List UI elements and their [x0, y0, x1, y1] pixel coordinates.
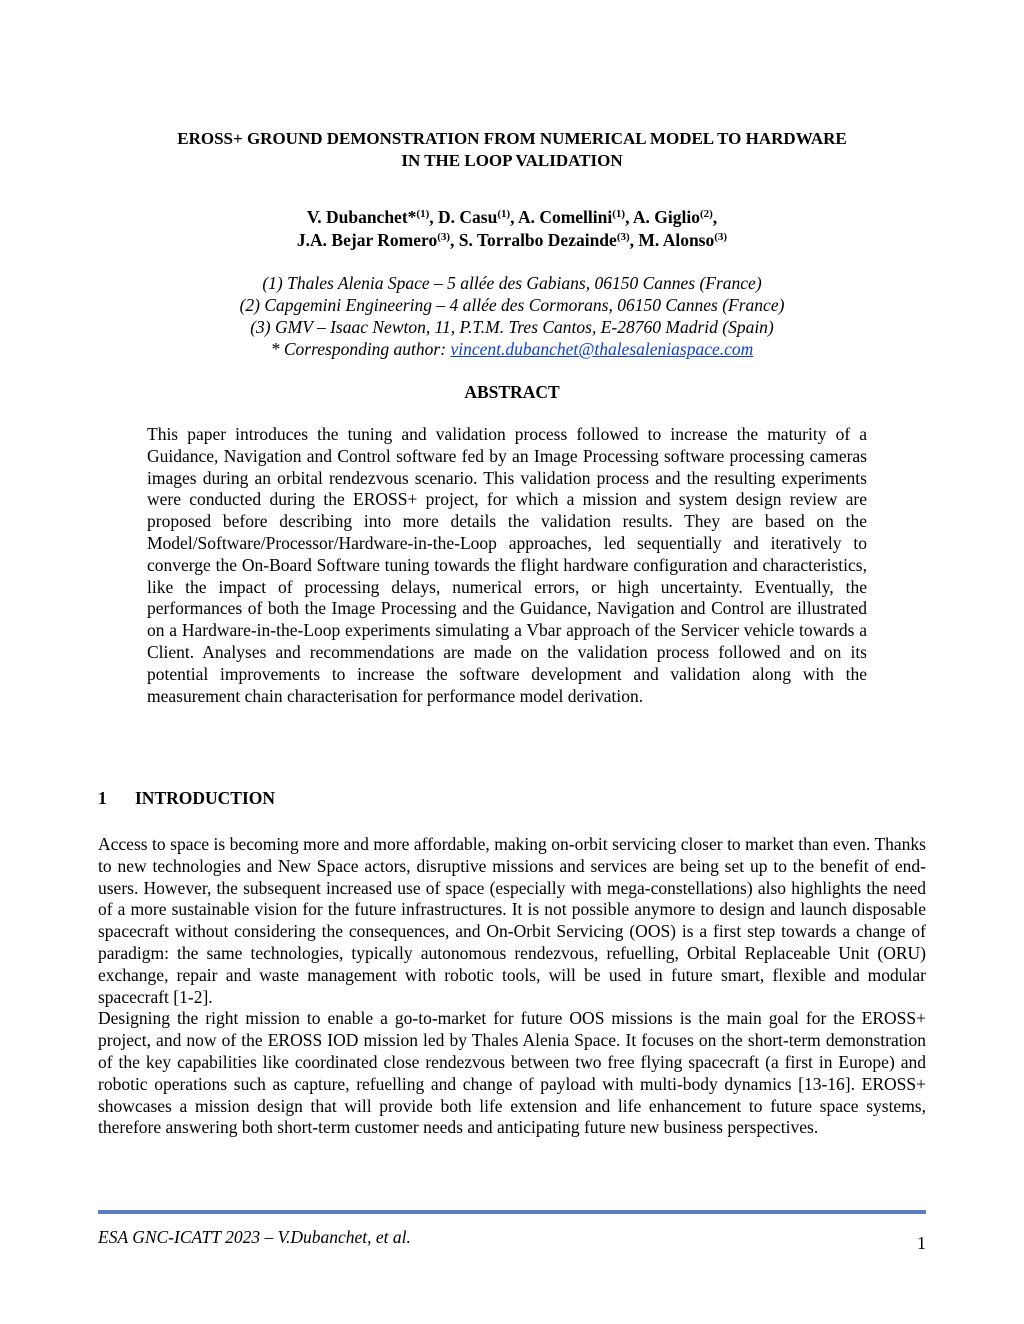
author-list — [98, 206, 926, 252]
title-line-2: IN THE LOOP VALIDATION — [401, 151, 623, 170]
author-name: S. Torralbo Dezainde — [458, 230, 617, 250]
footer-rule — [98, 1210, 926, 1214]
author-affil-mark: (2) — [699, 208, 713, 220]
author-separator: , — [625, 207, 633, 227]
author-separator: , — [429, 207, 438, 227]
body-paragraph: Access to space is becoming more and more affordable, making on-orbit servicing closer to market than even. Thanks to new technologies and New Space actors, disruptive missions and services are being set up to the benefit of end-users. However, the subsequent increased use of space (especially with mega-constellations) also highlights the need of a more sustainable vision for the future infrastructures. It is not possible anymore to design and launch disposable spacecraft without considering the consequences, and On-Orbit Servicing (OOS) is a first step towards a change of paradigm: the same technologies, typically autonomous rendezvous, refuelling, Orbital Replaceable Unit (ORU) exchange, repair and waste management with robotic tools, will be used in future smart, flexible and modular spacecraft [1-2]. — [98, 834, 926, 1007]
author-name: M. Alonso — [638, 230, 715, 250]
author-separator: , — [450, 230, 459, 250]
section-number: 1 — [98, 788, 107, 808]
author-affil-mark: (1) — [416, 208, 430, 220]
author-affil-mark: (1) — [612, 208, 626, 220]
section-title: INTRODUCTION — [135, 788, 276, 808]
corresponding-label: * Corresponding author: — [270, 339, 451, 359]
author-name: D. Casu — [437, 207, 498, 227]
author-name: A. Comellini — [517, 207, 613, 227]
section-heading — [98, 788, 275, 809]
author-affil-mark: (3) — [616, 231, 630, 243]
author-affil-mark: (3) — [437, 231, 451, 243]
author-name: V. Dubanchet* — [306, 207, 417, 227]
author-name: A. Giglio — [632, 207, 700, 227]
author-separator: , — [510, 207, 518, 227]
author-separator: , — [629, 230, 639, 250]
corresponding-email-link[interactable]: vincent.dubanchet@thalesaleniaspace.com — [450, 339, 754, 359]
paper-title — [98, 128, 926, 172]
author-affil-mark: (1) — [497, 208, 511, 220]
author-affil-mark: (3) — [714, 231, 728, 243]
page-number: 1 — [917, 1233, 926, 1253]
introduction-body — [98, 834, 926, 1139]
author-name: J.A. Bejar Romero — [296, 230, 438, 250]
affiliation-3: (3) GMV – Isaac Newton, 11, P.T.M. Tres Cantos, E-28760 Madrid (Spain) — [250, 317, 774, 337]
abstract-heading: ABSTRACT — [464, 382, 560, 402]
affiliation-list — [98, 272, 926, 360]
body-paragraph: Designing the right mission to enable a go-to-market for future OOS missions is the main goal for the EROSS+ project, and now of the EROSS IOD mission led by Thales Alenia Space. It focuses on the short-term demonstration of the key capabilities like coordinated close rendezvous between two free flying spacecraft (a first in Europe) and robotic operations such as capture, refuelling and change of payload with multi-body dynamics [13-16]. EROSS+ showcases a mission design that will provide both life extension and life enhancement to future space systems, therefore answering both short-term customer needs and anticipating future new business perspectives. — [98, 1008, 926, 1138]
affiliation-1: (1) Thales Alenia Space – 5 allée des Gabians, 06150 Cannes (France) — [262, 273, 762, 293]
abstract-text: This paper introduces the tuning and validation process followed to increase the maturity of a Guidance, Navigation and Control software fed by an Image Processing software processing cameras images during an orbital rendezvous scenario. This validation process and the resulting experiments were conducted during the EROSS+ project, for which a mission and system design review are proposed before describing into more details the validation results. They are based on the Model/Software/Processor/Hardware-in-the-Loop approaches, led sequentially and iteratively to converge the On-Board Software tuning towards the flight hardware configuration and characteristics, like the impact of processing delays, numerical errors, or high uncertainty. Eventually, the performances of both the Image Processing and the Guidance, Navigation and Control are illustrated on a Hardware-in-the-Loop experiments simulating a Vbar approach of the Servicer vehicle towards a Client. Analyses and recommendations are made on the validation process followed and on its potential improvements to increase the software development and validation along with the measurement chain characterisation for performance model derivation. — [147, 424, 867, 706]
author-line-2 — [98, 229, 926, 252]
title-line-1: EROSS+ GROUND DEMONSTRATION FROM NUMERICAL MODEL TO HARDWARE — [177, 129, 847, 148]
corresponding-author — [98, 338, 926, 360]
footer-citation: ESA GNC-ICATT 2023 – V.Dubanchet, et al. — [98, 1227, 411, 1247]
author-line-1 — [98, 206, 926, 229]
author-separator: , — [712, 207, 718, 227]
affiliation-2: (2) Capgemini Engineering – 4 allée des Cormorans, 06150 Cannes (France) — [239, 295, 785, 315]
